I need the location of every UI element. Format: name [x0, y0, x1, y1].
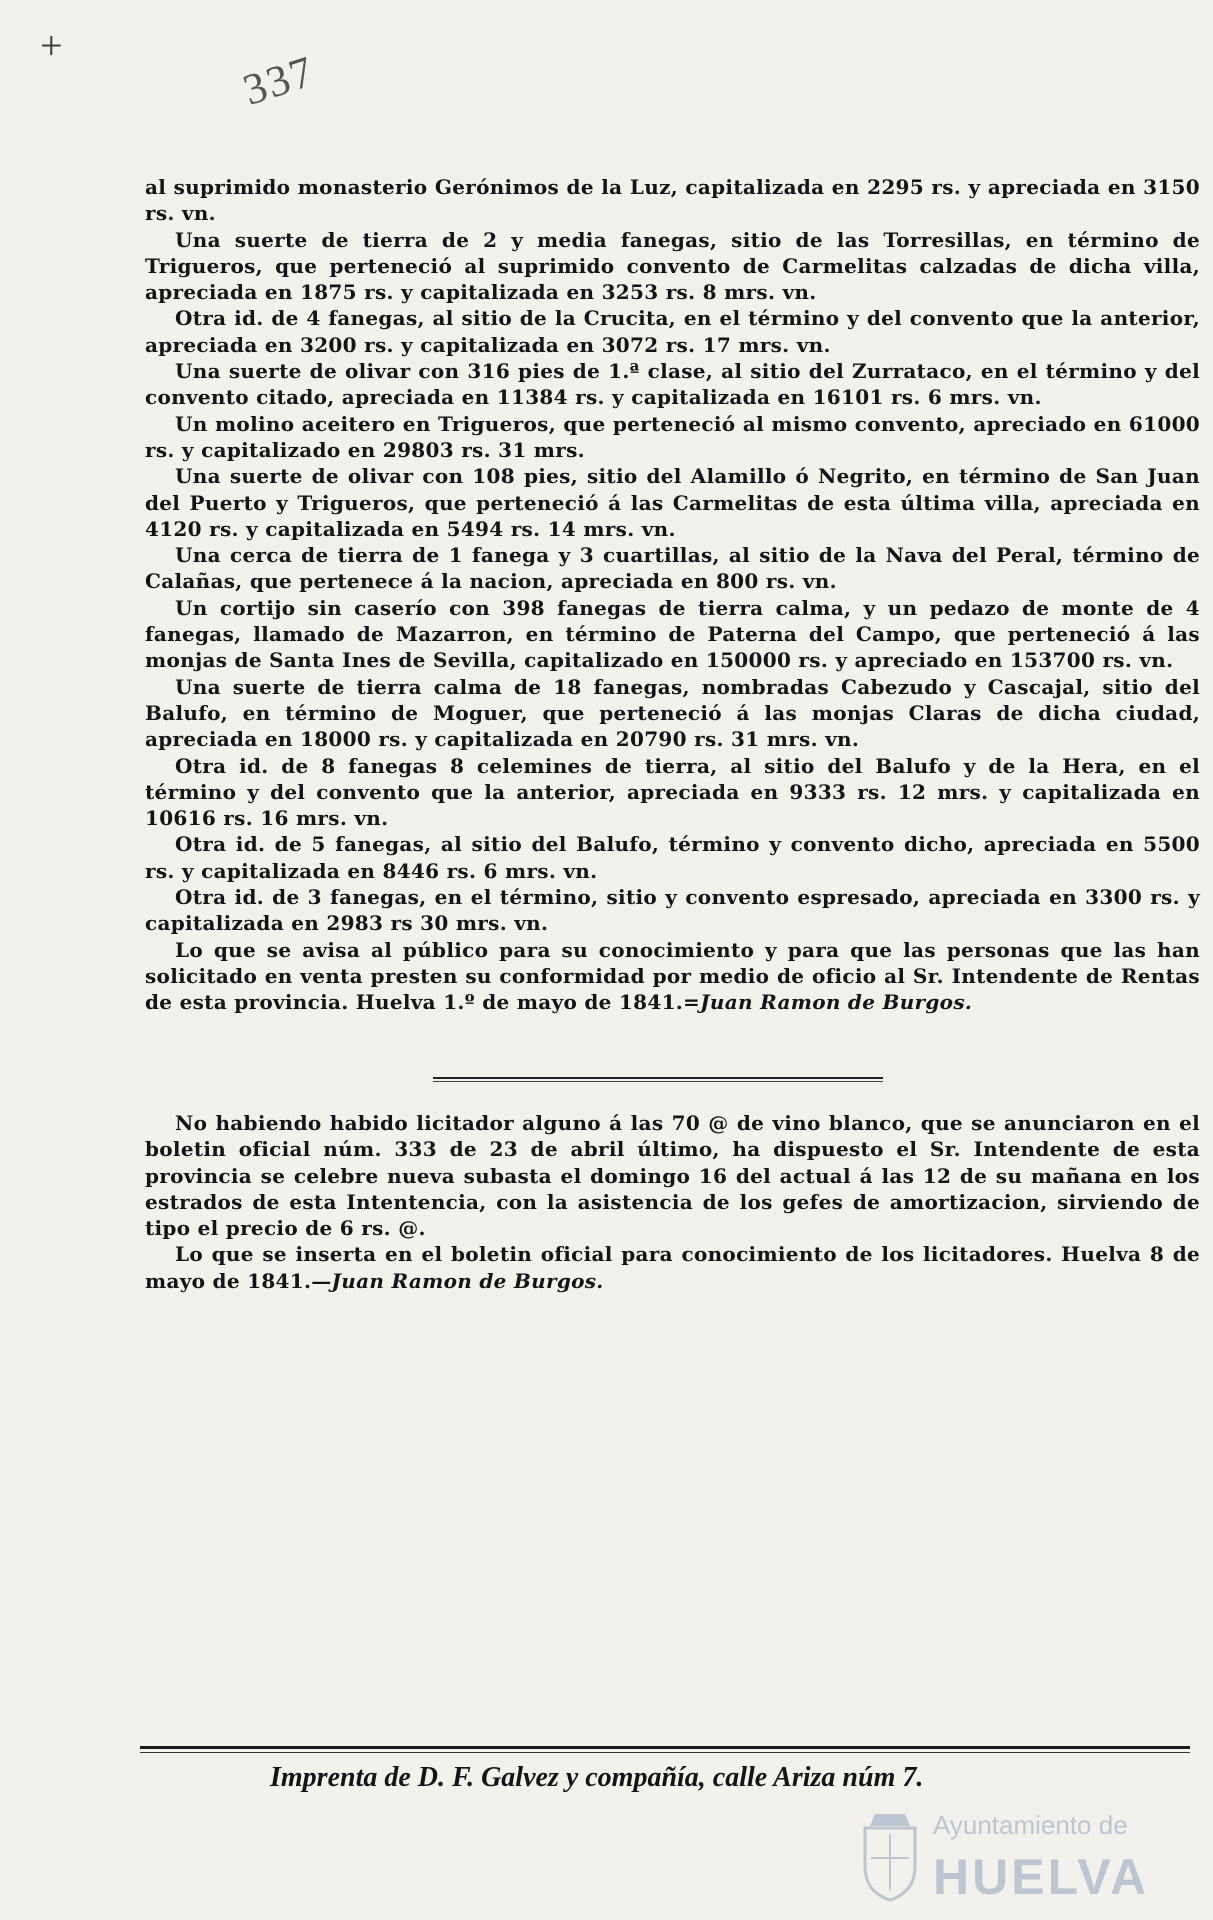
paragraph — [145, 831, 1200, 884]
paragraph — [145, 358, 1200, 411]
corner-mark: + — [40, 23, 63, 68]
folio-number: 337 — [237, 46, 321, 115]
signature-name: Juan Ramon de Burgos. — [331, 1268, 604, 1293]
paragraph-text: Una suerte de olivar con 316 pies de 1.ª clase, al sitio del Zurrataco, en el término y del convento citado, apreciada en 11384 rs. y capitalizada en 16101 rs. 6 mrs. vn. — [145, 359, 1200, 410]
property-listings — [145, 174, 1200, 1016]
paragraph — [145, 595, 1200, 674]
paragraph — [145, 227, 1200, 306]
paragraph-text: Otra id. de 5 fanegas, al sitio del Balufo, término y convento dicho, apreciada en 5500 rs. y capitalizada en 8446 rs. 6 mrs. vn. — [145, 832, 1200, 883]
stamp-city: HUELVA — [933, 1849, 1150, 1905]
stamp-subtitle: Ayuntamiento de — [933, 1810, 1128, 1840]
paragraph-text: No habiendo habido licitador alguno á las 70 @ de vino blanco, que se anunciaron en el boletin oficial núm. 333 de 23 de abril último, ha dispuesto el Sr. Intendente de esta provincia se celebre nueva subasta el domingo 16 del actual á las 12 de su mañana en los estrados de esta Intentencia, con la asistencia de los gefes de amortizacion, sirviendo de tipo el precio de 6 rs. @. — [145, 1111, 1200, 1241]
section-divider — [433, 1077, 883, 1082]
footer-rule — [140, 1746, 1190, 1749]
paragraph-text: Un molino aceitero en Trigueros, que perteneció al mismo convento, apreciado en 61000 rs. y capitalizado en 29803 rs. 31 mrs. — [145, 411, 1200, 462]
signature-name: Juan Ramon de Burgos. — [700, 990, 973, 1015]
coat-of-arms-icon — [855, 1806, 925, 1902]
printer-imprint: Imprenta de D. F. Galvez y compañía, calle Ariza núm 7. — [270, 1762, 924, 1793]
paragraph-text: Una suerte de tierra de 2 y media fanegas, sitio de las Torresillas, en término de Trigueros, que perteneció al suprimido convento de Carmelitas calzadas de dicha villa, apreciada en 1875 rs. y capitalizada en 3253 rs. 8 mrs. vn. — [145, 227, 1200, 305]
paragraph-text: Un cortijo sin caserío con 398 fanegas de tierra calma, y un pedazo de monte de 4 fanegas, llamado de Mazarron, en término de Paterna del Campo, que perteneció á las monjas de Santa Ines de Sevilla, capitalizado en 150000 rs. y apreciado en 153700 rs. vn. — [145, 595, 1200, 673]
paragraph — [145, 674, 1200, 753]
paragraph-text: Lo que se inserta en el boletin oficial para conocimiento de los licitadores. Huelva 8 de mayo de 1841.— — [145, 1242, 1200, 1293]
paragraph-text: Una suerte de olivar con 108 pies, sitio del Alamillo ó Negrito, en término de San Juan del Puerto y Trigueros, que perteneció á las Carmelitas de esta última villa, apreciada en 4120 rs. y capitalizada en 5494 rs. 14 mrs. vn. — [145, 464, 1200, 541]
paragraph — [145, 937, 1200, 1016]
paragraph-text: Una suerte de tierra calma de 18 fanegas, nombradas Cabezudo y Cascajal, sitio del Balufo, en término de Moguer, que perteneció á las monjas Claras de dicha ciudad, apreciada en 18000 rs. y capitalizada en 20790 rs. 31 mrs. vn. — [145, 674, 1200, 752]
paragraph — [145, 411, 1200, 464]
paragraph — [145, 305, 1200, 358]
paragraph — [145, 463, 1200, 542]
paragraph-text: Una cerca de tierra de 1 fanega y 3 cuartillas, al sitio de la Nava del Peral, término de Calañas, que pertenece á la nacion, apreciada en 800 rs. vn. — [145, 543, 1200, 594]
paragraph-text: al suprimido monasterio Gerónimos de la Luz, capitalizada en 2295 rs. y apreciada en 3150 rs. vn. — [145, 175, 1200, 226]
paragraph — [145, 884, 1200, 937]
paragraph-text: Otra id. de 8 fanegas 8 celemines de tierra, al sitio del Balufo y de la Hera, en el término y del convento que la anterior, apreciada en 9333 rs. 12 mrs. y capitalizada en 10616 rs. 16 mrs. vn. — [145, 753, 1200, 831]
footer-rule-thin — [140, 1752, 1190, 1753]
paragraph-text: Otra id. de 3 fanegas, en el término, sitio y convento espresado, apreciada en 3300 rs. y capitalizada en 2983 rs 30 mrs. vn. — [145, 885, 1200, 936]
paragraph — [145, 1241, 1200, 1294]
auction-notice — [145, 1110, 1200, 1294]
paragraph-text: Otra id. de 4 fanegas, al sitio de la Crucita, en el término y del convento que la anterior, apreciada en 3200 rs. y capitalizada en 3072 rs. 17 mrs. vn. — [145, 306, 1200, 357]
paragraph — [145, 542, 1200, 595]
paragraph-text: Lo que se avisa al público para su conocimiento y para que las personas que las han solicitado en venta presten su conformidad por medio de oficio al Sr. Intendente de Rentas de esta provincia. Huelva 1.º de mayo de 1841.= — [145, 937, 1200, 1015]
paragraph — [145, 753, 1200, 832]
archive-stamp — [855, 1800, 1195, 1910]
paragraph — [145, 174, 1200, 227]
paragraph — [145, 1110, 1200, 1241]
